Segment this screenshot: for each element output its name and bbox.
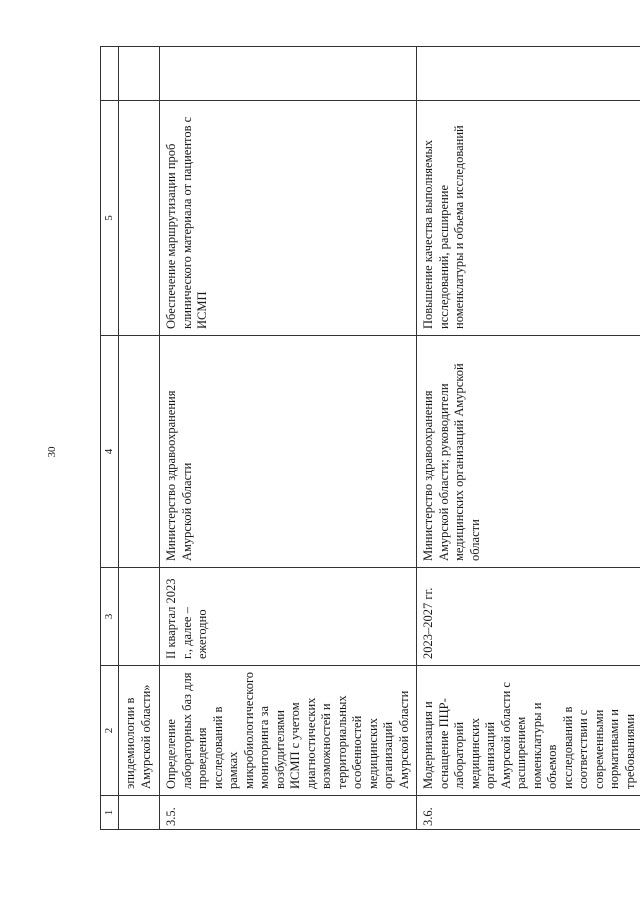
row-number <box>119 796 160 830</box>
header-cell-2: 2 <box>101 666 119 796</box>
rotated-table-wrapper <box>100 47 637 830</box>
table-row <box>119 47 160 830</box>
table-row <box>160 47 417 830</box>
activity-cell: эпидемиологии в Амурской области» <box>119 666 160 796</box>
header-cell-3: 3 <box>101 568 119 666</box>
extra-cell <box>160 47 417 101</box>
header-cell-extra <box>101 47 119 101</box>
term-cell: 2023–2027 гг. <box>417 568 640 666</box>
extra-cell <box>119 47 160 101</box>
row-number: 3.5. <box>160 796 417 830</box>
page-number: 30 <box>46 446 58 458</box>
result-cell: Обеспечение маршрутизации проб клинического материала от пациентов с ИСМП <box>160 101 417 336</box>
extra-cell <box>417 47 640 101</box>
activity-cell: Определение лабораторных баз для проведения исследований в рамках микробиологического мониторинга за возбудителями ИСМП с учетом диагностических возможностей и территориальных особенностей медицинских организаций Амурской области <box>160 666 417 796</box>
table-row <box>417 47 640 830</box>
header-cell-1: 1 <box>101 796 119 830</box>
row-number: 3.6. <box>417 796 640 830</box>
result-cell: Повышение качества выполняемых исследований, расширение номенклатуры и объема исследований <box>417 101 640 336</box>
table-header-row <box>101 47 119 830</box>
executor-cell: Министерство здравоохранения Амурской области <box>160 336 417 568</box>
executor-cell: Министерство здравоохранения Амурской области; руководители медицинских организаций Амурской области <box>417 336 640 568</box>
activity-cell: Модернизация и оснащение ПЦР-лабораторий медицинских организаций Амурской области с расширением номенклатуры и объемов исследований в соответствии с современными нормативами и требованиями <box>417 666 640 796</box>
executor-cell <box>119 336 160 568</box>
term-cell: II квартал 2023 г., далее – ежегодно <box>160 568 417 666</box>
header-cell-5: 5 <box>101 101 119 336</box>
header-cell-4: 4 <box>101 336 119 568</box>
term-cell <box>119 568 160 666</box>
measures-table <box>100 46 640 830</box>
result-cell <box>119 101 160 336</box>
